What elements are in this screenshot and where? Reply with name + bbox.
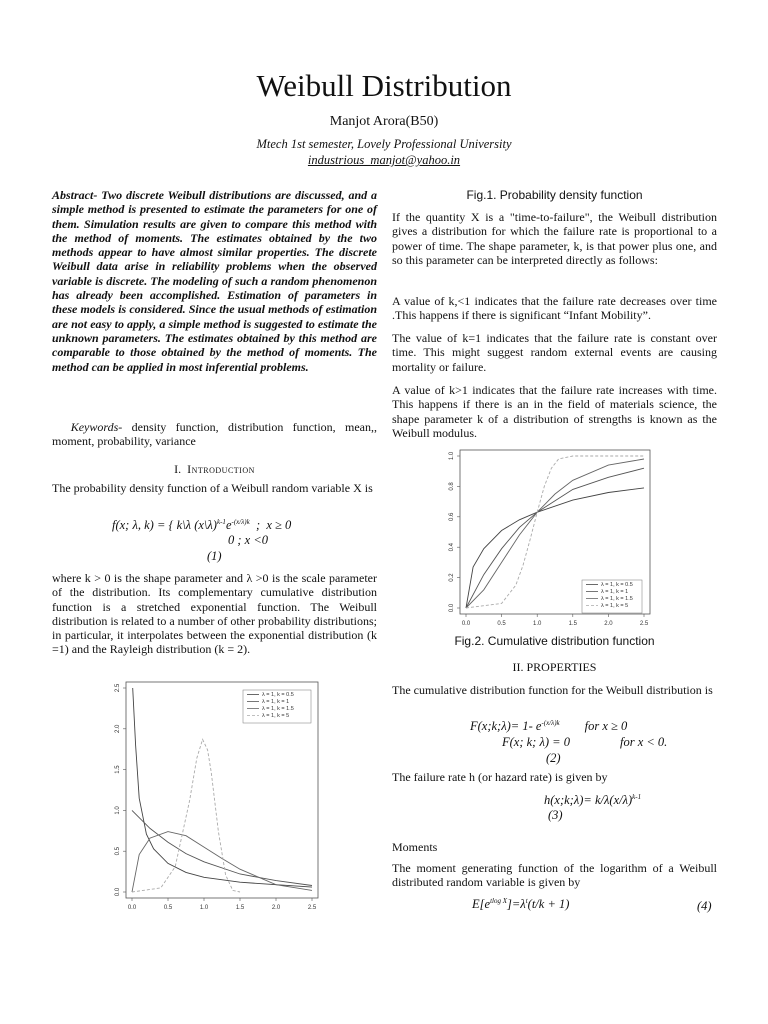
y-tick-label: 0.5 [115,847,121,856]
paper-title: Weibull Distribution [256,68,512,103]
section-heading-properties: II. PROPERTIES [512,660,597,674]
right-paragraph-7: The moment generating function of the logarithm of a Weibull distributed random variable is given by [392,861,717,890]
x-tick-label: 1.5 [568,621,577,627]
right-paragraph-4: A value of k>1 indicates that the failure rate increases with time. This happens if there is an in the field of materials science, the shape parameter k of a distribution of strengths is known as the Weibull modulus. [392,383,717,440]
x-tick-label: 2.0 [604,621,613,627]
affiliation: Mtech 1st semester, Lovely Professional University [256,137,512,151]
y-tick-label: 0.6 [449,512,455,521]
equation-3-number: (3) [548,808,563,822]
pdf-chart [108,680,323,920]
equation-2-line-2: F(x; k; λ) = 0 for x < 0. [502,735,668,749]
right-paragraph-3: The value of k=1 indicates that the failure rate is constant over time. This might suggest random external events are causing mortality or failure. [392,331,717,374]
y-tick-label: 0.0 [115,887,121,897]
y-tick-label: 0.2 [449,573,455,582]
equation-3: h(x;k;λ)= $k/\lambda(x/\lambda)^{k-1}$ [544,793,642,808]
fig1-caption: Fig.1. Probability density function [466,188,643,202]
x-tick-label: 1.0 [533,621,542,627]
y-tick-label: 1.0 [115,806,121,815]
intro-paragraph-1: The probability density function of a Weibull random variable X is [52,481,373,495]
equation-1-number: (1) [207,549,222,563]
legend-entry: λ = 1, k = 0.5 [601,582,633,588]
y-tick-label: 0.8 [449,482,455,491]
abstract [52,188,377,374]
y-tick-label: 2.5 [115,683,121,693]
x-tick-label: 1.0 [199,905,209,911]
y-tick-label: 2.0 [115,724,121,733]
y-tick-label: 1.0 [449,451,455,461]
abstract-label: Abstract- [52,188,98,202]
equation-4-number: (4) [697,899,712,913]
right-paragraph-5: The cumulative distribution function for the Weibull distribution is [392,683,713,697]
author-name: Manjot Arora(B50) [329,114,439,129]
right-paragraph-6: The failure rate h (or hazard rate) is given by [392,770,608,784]
keywords-label: Keywords- [70,420,123,434]
x-tick-label: 0.5 [497,621,506,627]
author-email[interactable]: industrious_manjot@yahoo.in [307,153,461,167]
intro-paragraph-2: where k > 0 is the shape parameter and λ >0 is the scale parameter of the distribution. Its complementary cumulative distribution function is a stretched exponential function. The Weibull distribution is related to a number of other probability distributions; in particular, it interpolates between the exponential distribution (k =1) and the Rayleigh distribution (k = 2). [52,571,377,657]
x-tick-label: 0.5 [163,905,173,911]
section-heading-introduction [52,462,377,476]
series-line-4 [132,739,240,892]
legend-entry: λ = 1, k = 1.5 [262,706,294,712]
keywords-text: density function, distribution function, mean,, moment, probability, variance [52,420,378,449]
series-line-3 [132,832,312,892]
legend-entry: λ = 1, k = 1.5 [601,596,633,602]
legend-entry: λ = 1, k = 5 [262,713,290,719]
x-tick-label: 0.0 [461,621,471,627]
y-tick-label: 0.4 [449,543,455,552]
legend-entry: λ = 1, k = 0.5 [262,692,294,698]
x-tick-label: 0.0 [127,905,137,911]
y-tick-label: 1.5 [115,765,121,774]
x-tick-label: 2.5 [307,905,317,911]
series-line-2 [132,810,312,885]
equation-4: $E[e^{tlog X}]=\lambda^t(t/k + 1)$ [472,897,570,912]
legend-entry: λ = 1, k = 1 [601,589,629,595]
right-paragraph-1: If the quantity X is a "time-to-failure", the Weibull distribution gives a distribution for which the failure rate is proportional to a power of time. The shape parameter, k, is that power plus one, and so this parameter can be interpreted directly as follows: [392,210,717,267]
legend-entry: λ = 1, k = 5 [601,603,629,609]
equation-2-number: (2) [546,751,561,765]
affiliation-block [0,136,768,168]
equation-1-line-2: 0 ; x <0 [228,533,269,547]
right-paragraph-2: A value of k,<1 indicates that the failure rate decreases over time .This happens if there is significant “Infant Mobility”. [392,294,717,323]
intro-number: I. [174,462,182,476]
fig2-caption: Fig.2. Cumulative distribution function [454,634,655,648]
equation-1-line-1: f(x; λ, k) = { k\λ $(x\backslash\lambda)^{k-1}e^{-(x/\lambda)k}$ ; x ≥ 0 [112,518,292,533]
x-tick-label: 1.5 [235,905,245,911]
y-tick-label: 0.0 [449,603,455,613]
equation-2-line-1: F(x;k;λ)= 1- $e^{-(x/\lambda)k}$ for x ≥ 0 [470,719,628,734]
cdf-chart [449,448,657,628]
moments-heading: Moments [392,840,438,854]
x-tick-label: 2.5 [639,621,649,627]
legend-entry: λ = 1, k = 1 [262,699,290,705]
keywords [52,420,377,449]
abstract-text: Two discrete Weibull distributions are discussed, and a simple method is presented to estimate the parameters for one of them. Simulation results are given to compare this method with the method of moments. The estimates obtained by the two methods appear to have almost similar properties. The discrete Weibull data arise in reliability problems when the observed variable is discrete. The modeling of such a random phenomenon has already been accomplished. Estimation of parameters in these models is considered. Since the usual methods of estimation are not easy to apply, a simple method is suggested to estimate the unknown parameters. The estimates obtained by this method are comparable to those obtained by the method of moments. The method can be applied in most inferential problems. [52,188,377,374]
intro-title: Introduction [187,462,255,476]
x-tick-label: 2.0 [271,905,281,911]
